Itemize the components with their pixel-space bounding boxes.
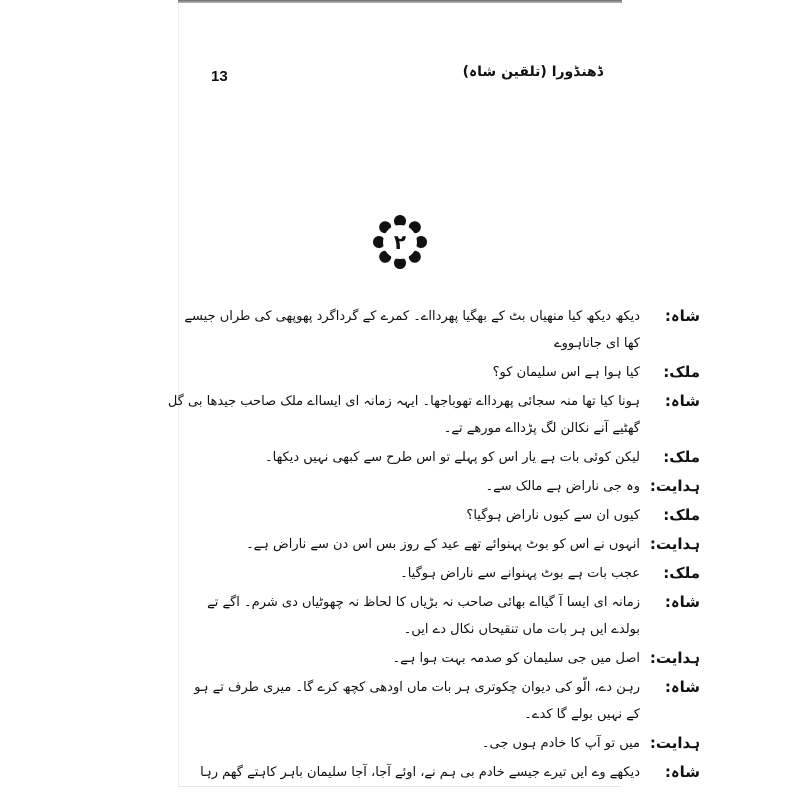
dialogue-entry	[184, 303, 700, 357]
chapter-number: ۲	[393, 230, 407, 254]
speech-line: دیکھے وے ایں تیرے جیسے خادم بی ہم نے، اوئے آجا، آجا سلیمان باہر کاہتے گھم رہا	[200, 765, 640, 780]
speech-text	[208, 531, 644, 558]
speech-text	[208, 645, 644, 672]
speech-text	[207, 589, 644, 643]
dialogue-entry	[200, 444, 700, 471]
speaker-label: ہدایت:	[649, 535, 700, 553]
dialogue-entry	[200, 502, 700, 529]
speaker-label: ہدایت:	[649, 734, 700, 752]
speech-line: انہوں نے اس کو بوٹ پہنوائے تھے عید کے روز بس اس دن سے ناراض ہے۔	[246, 537, 640, 552]
dialogue-entry	[200, 560, 700, 587]
speech-line: ہونا کیا تھا منہ سجائی پھردااے تھوباجھا۔ ایہہ زمانہ ای ایسااے ملک صاحب جیدھا بی گل	[167, 394, 640, 409]
running-head-title: ڈھنڈورا (تلقین شاہ)	[462, 64, 603, 80]
speech-line: کیوں ان سے کیوں ناراض ہوگیا؟	[466, 508, 640, 523]
speech-line: رہن دے، الّو کی دیوان چکوتری ہر بات ماں اودھی کچھ کرے گا۔ میری طرف تے ہو	[194, 680, 640, 695]
dialogue-entry	[200, 473, 700, 500]
speech-line: میں تو آپ کا خادم ہوں جی۔	[481, 736, 640, 751]
speaker-label: شاہ:	[664, 763, 700, 781]
speaker-label: شاہ:	[664, 678, 700, 696]
speech-line: اصل میں جی سلیمان کو صدمہ بہت ہوا ہے۔	[392, 651, 640, 666]
speech-line: وہ جی ناراض ہے مالک سے۔	[485, 479, 640, 494]
speaker-label: ہدایت:	[649, 477, 700, 495]
speech-line: بولدے ایں ہر بات ماں تنقیحاں نکال دے ایں۔	[403, 622, 640, 637]
chapter-ornament	[372, 214, 428, 270]
speaker-label: شاہ:	[664, 392, 700, 410]
dialogue-entry	[200, 531, 700, 558]
speech-text	[208, 502, 644, 529]
dialogue-entry	[200, 730, 700, 757]
dialogue-entry	[200, 359, 700, 386]
speech-text	[168, 388, 644, 442]
dialogue-entry	[194, 674, 700, 728]
speech-text	[194, 674, 644, 728]
speech-line: زمانہ ای ایسا آ گیااے بھائی صاحب نہ بڑیاں کا لحاظ نہ چھوٹیاں دی شرم۔ اگے تے	[207, 595, 640, 610]
speaker-label: ملک:	[663, 448, 700, 466]
speech-text	[208, 730, 644, 757]
speaker-label: ملک:	[663, 363, 700, 381]
speaker-label: شاہ:	[664, 593, 700, 611]
speech-text	[208, 560, 644, 587]
speech-line: کے نہیں بولے گا کدے۔	[524, 707, 640, 722]
dialogue-entry	[200, 645, 700, 672]
speech-line: کیا ہوا ہے اس سلیمان کو؟	[492, 365, 640, 380]
speech-line: لیکن کوئی بات ہے یار اس کو پہلے تو اس طرح سے کبھی نہیں دیکھا۔	[264, 450, 640, 465]
speech-text	[208, 359, 644, 386]
speech-line: کھا ای جاناہووے	[554, 336, 640, 351]
dialogue-block	[167, 303, 700, 788]
speech-line: دیکھ دیکھ کیا منھیاں بٹ کے بھگیا پھردااے۔ کمرے کے گرداگرد پھوپھی کی طراں جیسے	[184, 309, 640, 324]
page-top-edge	[178, 0, 622, 3]
dialogue-entry	[200, 759, 700, 786]
speech-text	[184, 303, 644, 357]
page-number: 13	[211, 68, 228, 85]
dialogue-entry	[200, 589, 700, 643]
speaker-label: ملک:	[663, 564, 700, 582]
speech-line: عجب بات ہے بوٹ پہنوانے سے ناراض ہوگیا۔	[400, 566, 640, 581]
dialogue-entry	[167, 388, 700, 442]
speech-text	[208, 473, 644, 500]
speech-text	[208, 444, 644, 471]
speech-text	[200, 759, 644, 786]
speaker-label: شاہ:	[664, 307, 700, 325]
speaker-label: ہدایت:	[649, 649, 700, 667]
speaker-label: ملک:	[663, 506, 700, 524]
speech-line: گھٹیے آنے نکالن لگ پڑدااے مورھے تے۔	[443, 421, 640, 436]
